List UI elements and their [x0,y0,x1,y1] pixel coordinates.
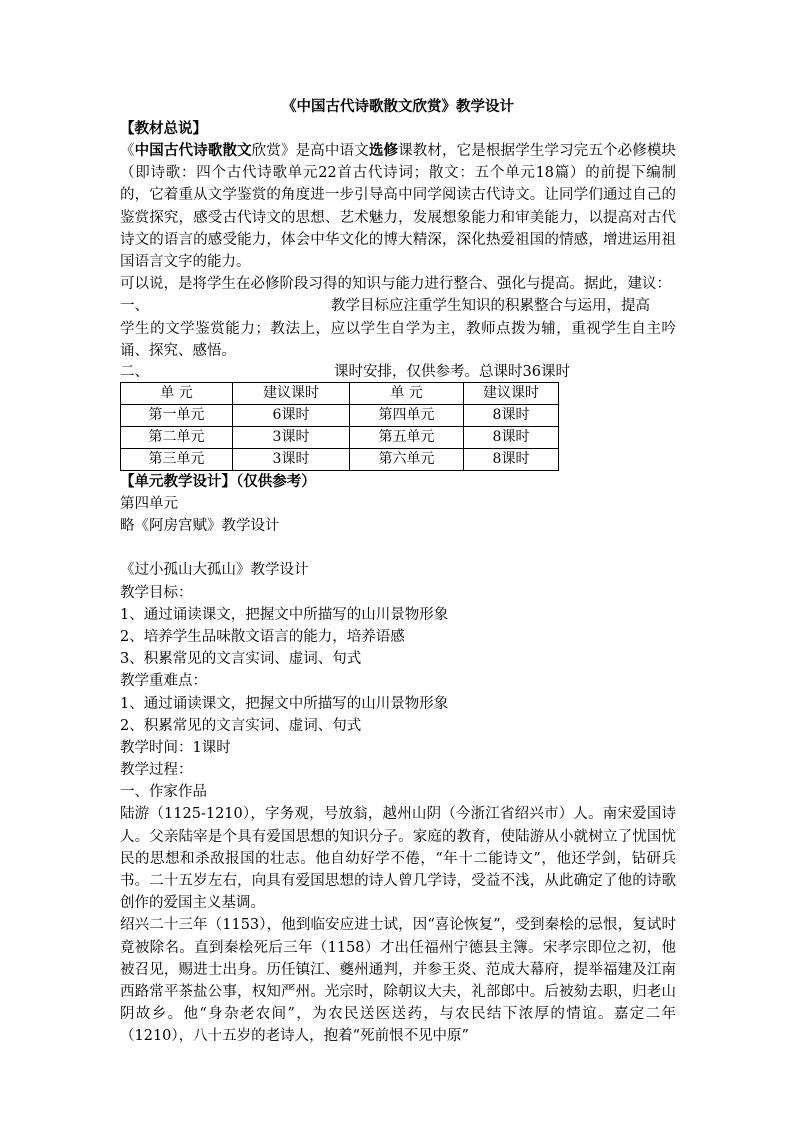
lesson-time: 教学时间：1课时 [120,739,231,756]
overview-paragraph-2: 可以说，是将学生在必修阶段习得的知识与能力进行整合、强化与提高。据此，建议： [120,276,671,293]
quote-open: 《 [120,143,135,159]
schedule-table [120,382,559,471]
text-run: 课教材，它是根据学生学习完五个必修模块（即诗歌：四个古代诗歌单元22首古代诗词；散文：五个单元18篇）的前提下编制的，它着重从文学鉴赏的角度进一步引导高中同学阅读古代诗文。让同学们通过自己的鉴赏探究，感受古代诗文的思想、艺术魅力，发展想象能力和审美能力，以提高对古代诗文的语言的感受能力，体会中华文化的博大精深，深化热爱祖国的情感，增进运用祖国语言文字的能力。 [120,143,677,271]
table-cell: 8课时 [464,405,559,427]
key-points-label: 教学重难点： [120,673,207,690]
item-text: 课时安排，仅供参考。总课时36课时 [334,364,570,381]
suggestion-item-1-first-line [120,295,676,317]
table-cell: 第二单元 [121,427,233,449]
lesson-title: 《过小孤山大孤山》教学设计 [120,562,309,579]
table-header-cell: 单 元 [350,383,464,405]
item-number: 二、 [120,364,149,381]
table-cell: 8课时 [464,427,559,449]
section-heading-unit: 【单元教学设计】（仅供参考） [120,473,316,491]
author-bio-paragraph-2: 绍兴二十三年（1153），他到临安应进士试，因“喜论恢复”，受到秦桧的忌恨，复试时竟被除名。直到秦桧死后三年（1158）才出任福州宁德县主簿。宋孝宗即位之初，他被召见，赐进士出身。历任镇江、夔州通判，并参王炎、范成大幕府，提举福建及江南西路常平茶盐公事，权知严州。光宗时，除朝议大夫，礼部郎中。后被劾去职，归老山阴故乡。他“身杂老农间”，为农民送医送药，与农民结下浓厚的情谊。嘉定二年（1210），八十五岁的老诗人，抱着“死前恨不见中原” [120,917,676,1045]
goal-item: 3、积累常见的文言实词、虚词、句式 [120,651,362,668]
table-cell: 第三单元 [121,449,233,471]
item-number: 一、 [120,298,149,315]
process-label: 教学过程： [120,762,193,779]
table-row [121,427,559,449]
key-point-item: 2、积累常见的文言实词、虚词、句式 [120,717,362,734]
overview-paragraph-1 [120,140,676,273]
item-text: 教学目标应注重学生知识的积累整合与运用，提高 [331,298,650,315]
suggestion-item-2 [120,362,676,382]
table-header-cell: 单 元 [121,383,233,405]
suggestion-item-1-rest: 学生的文学鉴赏能力；教法上，应以学生自学为主，教师点拨为辅，重视学生自主吟诵、探究、感悟。 [120,320,676,359]
table-cell: 第四单元 [350,405,464,427]
table-cell: 第一单元 [121,405,233,427]
goal-item: 2、培养学生品味散文语言的能力，培养语感 [120,628,405,645]
table-header-cell: 建议课时 [233,383,350,405]
table-cell: 第五单元 [350,427,464,449]
text-run: 欣赏》是高中语文 [251,143,369,159]
table-header-cell: 建议课时 [464,383,559,405]
unit-note: 略《阿房宫赋》教学设计 [120,518,280,535]
goal-item: 1、通过诵读课文，把握文中所描写的山川景物形象 [120,606,449,623]
goals-label: 教学目标： [120,584,193,601]
textbook-name-bold: 中国古代诗歌散文 [134,142,252,159]
table-row [121,449,559,471]
section-heading-overview: 【教材总说】 [120,120,207,137]
author-bio-paragraph-1: 陆游（1125-1210），字务观，号放翁，越州山阴（今浙江省绍兴市）人。南宋爱国诗人。父亲陆宰是个具有爱国思想的知识分子。家庭的教育，使陆游从小就树立了忧国忧民的思想和杀敌报国的壮志。他自幼好学不倦，“年十二能诗文”，他还学剑，钻研兵书。二十五岁左右，向具有爱国思想的诗人曾几学诗，受益不浅，从此确定了他的诗歌创作的爱国主义基调。 [120,806,676,912]
table-cell: 3课时 [233,427,350,449]
unit-label: 第四单元 [120,496,178,513]
document-title: 《中国古代诗歌散文欣赏》教学设计 [282,98,514,115]
document-page [120,96,676,1048]
elective-bold: 选修 [368,142,399,159]
key-point-item: 1、通过诵读课文，把握文中所描写的山川景物形象 [120,695,449,712]
part-heading: 一、作家作品 [120,784,207,801]
blank-line [120,537,676,559]
table-header-row [121,383,559,405]
table-cell: 第六单元 [350,449,464,471]
table-cell: 8课时 [464,449,559,471]
table-cell: 3课时 [233,449,350,471]
table-cell: 6课时 [233,405,350,427]
table-row [121,405,559,427]
